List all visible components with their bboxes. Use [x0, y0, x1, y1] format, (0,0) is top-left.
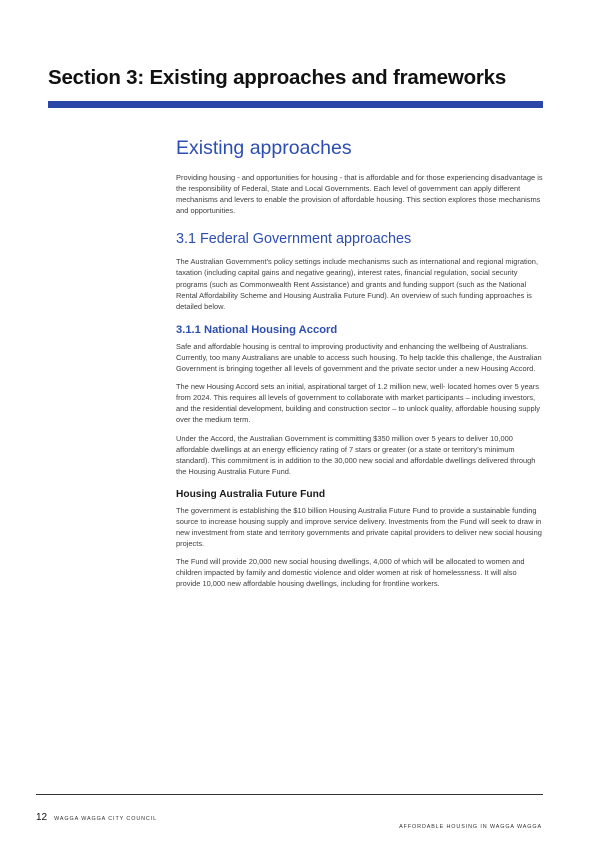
heading-housing-australia-future-fund: Housing Australia Future Fund: [176, 488, 326, 500]
main-content: [176, 137, 543, 597]
footer-document-title: AFFORDABLE HOUSING IN WAGGA WAGGA: [399, 824, 542, 830]
title-rule: [48, 101, 543, 108]
fund-paragraph-2: The Fund will provide 20,000 new social housing dwellings, 4,000 of which will be allocated to women and children impacted by family and domestic violence and older women at risk of homelessness. It will also provide 10,000 new affordable housing dwellings, including for frontline workers.: [176, 557, 525, 589]
page-number: 12: [36, 812, 48, 823]
heading-existing-approaches: Existing approaches: [176, 137, 352, 159]
accord-paragraph-1: Safe and affordable housing is central to improving productivity and enhancing the wellbeing of Australians. Currently, too many Australians are unable to access such housing. To help tackle this challenge, the Australian Government is bringing together all levels of government and the private sector under a new Housing Accord.: [176, 341, 542, 374]
heading-federal-government: 3.1 Federal Government approaches: [176, 231, 412, 248]
footer-rule: [36, 794, 543, 795]
accord-paragraph-2: The new Housing Accord sets an initial, aspirational target of 1.2 million new, well- located homes over 5 years from 2024. This requires all levels of government to collaborate with market participants – including investors, and the residential development, building and construction sector – to unlock quality, affordable housing supply over the medium term.: [176, 382, 540, 425]
federal-paragraph: The Australian Government’s policy settings include mechanisms such as international and regional migration, taxation (including capital gains and negative gearing), interest rates, financial regulation, social security programs (such as Commonwealth Rent Assistance) and grants and funding support (such as the National Rental Affordability Scheme and Housing Australia Future Fund). An overview of such funding approaches is detailed below.: [176, 257, 539, 311]
footer-council-name: WAGGA WAGGA CITY COUNCIL: [54, 816, 157, 822]
fund-paragraph-1: The government is establishing the $10 billion Housing Australia Future Fund to provide a sustainable funding source to increase housing supply and improve service delivery. Investments from the Fund will seek to draw in new investment from state and territory governments and private capital providers to deliver new social housing projects.: [176, 505, 542, 549]
heading-national-housing-accord: 3.1.1 National Housing Accord: [176, 323, 338, 336]
footer-left: [36, 812, 157, 823]
section-title: Section 3: Existing approaches and frameworks: [48, 66, 507, 89]
intro-paragraph: Providing housing - and opportunities for housing - that is affordable and for those experiencing disadvantage is the responsibility of Federal, State and Local Governments. Each level of government can apply different mechanisms and levers to enable the provision of affordable housing. This section explores those mechanisms and opportunities.: [176, 173, 543, 216]
footer-right: [399, 815, 542, 833]
accord-paragraph-3: Under the Accord, the Australian Government is committing $350 million over 5 years to deliver 10,000 affordable dwellings at an energy efficiency rating of 7 stars or greater (or a state or territory’s minimum standard). This commitment is in addition to the 30,000 new social and affordable dwellings delivered through the Housing Australia Future Fund.: [176, 433, 536, 476]
